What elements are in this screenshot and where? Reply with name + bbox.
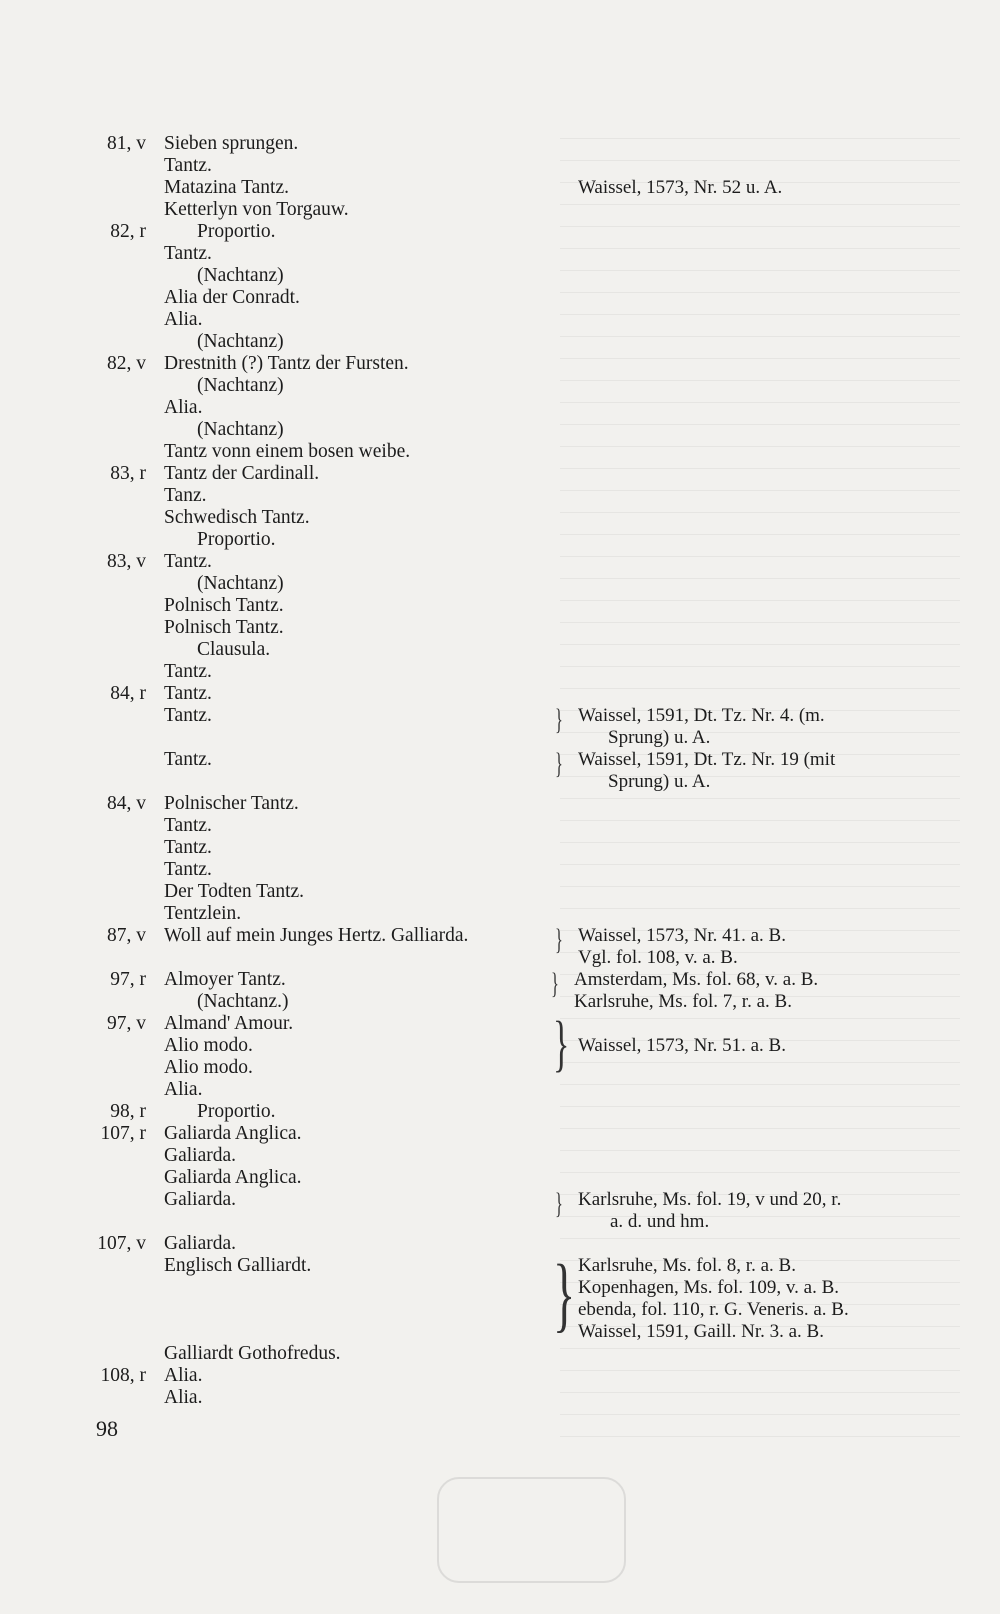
brace-icon: }: [555, 703, 563, 736]
folio-ref: 84, v: [107, 793, 146, 814]
entry-title: Der Todten Tantz.: [164, 881, 305, 902]
brace-icon: }: [555, 1187, 563, 1220]
entry-title: Tentzlein.: [164, 903, 242, 924]
entry-title: Drestnith (?) Tantz der Fursten.: [164, 353, 409, 374]
source-note: Karlsruhe, Ms. fol. 7, r. a. B.: [574, 991, 792, 1012]
folio-ref: 84, r: [110, 683, 146, 704]
entry-title: Tantz.: [164, 705, 212, 726]
entry-title: Almoyer Tantz.: [164, 969, 286, 990]
source-note: ebenda, fol. 110, r. G. Veneris. a. B.: [578, 1299, 849, 1320]
entry-title: Galiarda Anglica.: [164, 1167, 302, 1188]
entry-title: (Nachtanz.): [197, 991, 289, 1012]
entry-title: Ketterlyn von Torgauw.: [164, 199, 349, 220]
entry-title: Alio modo.: [164, 1035, 253, 1056]
folio-ref: 83, r: [110, 463, 146, 484]
brace-icon: }: [553, 1248, 576, 1341]
source-note: Waissel, 1591, Dt. Tz. Nr. 4. (m.: [578, 705, 825, 726]
brace-icon: }: [551, 967, 559, 1000]
entry-title: Woll auf mein Junges Hertz. Galliarda.: [164, 925, 469, 946]
entry-title: (Nachtanz): [197, 375, 284, 396]
source-note: Waissel, 1591, Dt. Tz. Nr. 19 (mit: [578, 749, 836, 770]
folio-ref: 108, r: [100, 1365, 146, 1386]
entry-title: Tantz.: [164, 815, 212, 836]
entry-title: Alia.: [164, 1387, 203, 1408]
library-stamp: [437, 1477, 626, 1583]
entry-title: Matazina Tantz.: [164, 177, 289, 198]
entry-title: Tantz.: [164, 859, 212, 880]
entry-title: Polnisch Tantz.: [164, 595, 284, 616]
folio-ref: 107, v: [97, 1233, 146, 1254]
entry-title: Tanz.: [164, 485, 207, 506]
source-note: Karlsruhe, Ms. fol. 19, v und 20, r.: [578, 1189, 842, 1210]
entry-title: Almand' Amour.: [164, 1013, 294, 1034]
entry-title: (Nachtanz): [197, 573, 284, 594]
entry-title: Alia.: [164, 309, 203, 330]
entry-title: Galiarda.: [164, 1145, 237, 1166]
entry-title: Tantz vonn einem bosen weibe.: [164, 441, 411, 462]
entry-title: Tantz.: [164, 749, 212, 770]
entry-title: Tantz.: [164, 683, 212, 704]
entry-title: (Nachtanz): [197, 419, 284, 440]
source-note: Waissel, 1573, Nr. 52 u. A.: [578, 177, 783, 198]
folio-ref: 81, v: [107, 133, 146, 154]
entry-title: Galliardt Gothofredus.: [164, 1343, 341, 1364]
folio-ref: 82, v: [107, 353, 146, 374]
entry-title: Proportio.: [197, 1101, 276, 1122]
entry-title: Galiarda.: [164, 1189, 237, 1210]
entry-title: Tantz.: [164, 551, 212, 572]
brace-icon: }: [553, 1010, 570, 1078]
source-note: Sprung) u. A.: [608, 771, 711, 792]
folio-ref: 82, r: [110, 221, 146, 242]
entry-title: Schwedisch Tantz.: [164, 507, 310, 528]
source-note: Waissel, 1591, Gaill. Nr. 3. a. B.: [578, 1321, 824, 1342]
entry-title: (Nachtanz): [197, 265, 284, 286]
entry-title: (Nachtanz): [197, 331, 284, 352]
folio-ref: 87, v: [107, 925, 146, 946]
entry-title: Tantz.: [164, 661, 212, 682]
source-note: Waissel, 1573, Nr. 51. a. B.: [578, 1035, 786, 1056]
entry-title: Alia.: [164, 1365, 203, 1386]
entry-title: Proportio.: [197, 221, 276, 242]
entry-title: Galiarda.: [164, 1233, 237, 1254]
entry-title: Sieben sprungen.: [164, 133, 299, 154]
entry-title: Polnischer Tantz.: [164, 793, 299, 814]
source-note: Waissel, 1573, Nr. 41. a. B.: [578, 925, 786, 946]
entry-title: Tantz der Cardinall.: [164, 463, 320, 484]
entry-title: Alia der Conradt.: [164, 287, 300, 308]
source-note: Karlsruhe, Ms. fol. 8, r. a. B.: [578, 1255, 796, 1276]
entry-title: Polnisch Tantz.: [164, 617, 284, 638]
folio-ref: 97, r: [110, 969, 146, 990]
entry-title: Tantz.: [164, 243, 212, 264]
folio-ref: 97, v: [107, 1013, 146, 1034]
entry-title: Alio modo.: [164, 1057, 253, 1078]
brace-icon: }: [555, 923, 563, 956]
source-note: Kopenhagen, Ms. fol. 109, v. a. B.: [578, 1277, 840, 1298]
folio-ref: 107, r: [100, 1123, 146, 1144]
entry-title: Clausula.: [197, 639, 271, 660]
brace-icon: }: [555, 747, 563, 780]
entry-title: Alia.: [164, 397, 203, 418]
entry-title: Alia.: [164, 1079, 203, 1100]
entry-title: Galiarda Anglica.: [164, 1123, 302, 1144]
source-note: a. d. und hm.: [610, 1211, 710, 1232]
page-number: 98: [96, 1416, 118, 1441]
entry-title: Proportio.: [197, 529, 276, 550]
entry-title: Tantz.: [164, 155, 212, 176]
source-note: Sprung) u. A.: [608, 727, 711, 748]
folio-ref: 83, v: [107, 551, 146, 572]
entry-title: Englisch Galliardt.: [164, 1255, 312, 1276]
entry-title: Tantz.: [164, 837, 212, 858]
source-note: Vgl. fol. 108, v. a. B.: [578, 947, 738, 968]
folio-ref: 98, r: [110, 1101, 146, 1122]
source-note: Amsterdam, Ms. fol. 68, v. a. B.: [574, 969, 819, 990]
